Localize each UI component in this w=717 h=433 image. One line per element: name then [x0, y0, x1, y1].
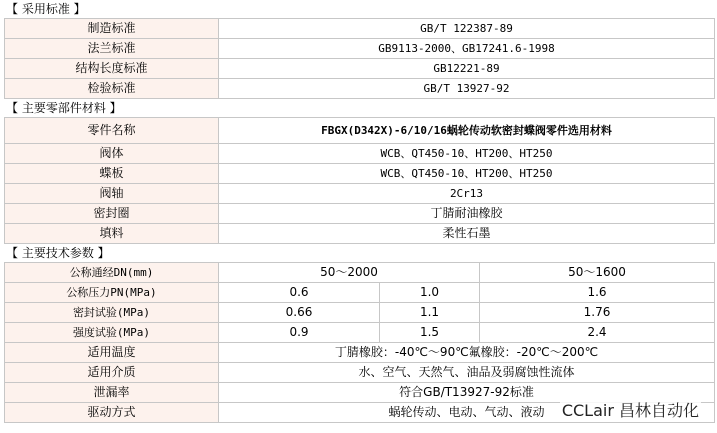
table-row [5, 323, 715, 343]
brand-watermark: CCLair 昌林自动化 [560, 398, 701, 421]
standard-label: 法兰标准 [5, 39, 219, 59]
seal-test-value: 1.1 [380, 303, 480, 323]
part-material: 柔性石墨 [219, 224, 715, 244]
leakage-label: 泄漏率 [5, 383, 219, 403]
table-header-row [5, 118, 715, 144]
part-label: 阀体 [5, 144, 219, 164]
pn-label: 公称压力PN(MPa) [5, 283, 219, 303]
table-row [5, 343, 715, 363]
seal-test-value: 1.76 [480, 303, 715, 323]
temp-label: 适用温度 [5, 343, 219, 363]
temp-value: 丁腈橡胶：-40℃～90℃氟橡胶：-20℃～200℃ [219, 343, 715, 363]
standards-section-title: 【 采用标准 】 [6, 2, 86, 16]
part-label: 填料 [5, 224, 219, 244]
standard-label: 结构长度标准 [5, 59, 219, 79]
part-material: 丁腈耐油橡胶 [219, 204, 715, 224]
standard-value: GB/T 122387-89 [219, 19, 715, 39]
materials-header-label: 零件名称 [5, 118, 219, 144]
pn-value: 1.6 [480, 283, 715, 303]
materials-table [4, 117, 715, 244]
table-row [5, 204, 715, 224]
dn-range-b: 50～1600 [480, 263, 715, 283]
table-row [5, 164, 715, 184]
part-material: 2Cr13 [219, 184, 715, 204]
standard-value: GB12221-89 [219, 59, 715, 79]
table-row [5, 263, 715, 283]
strength-test-value: 2.4 [480, 323, 715, 343]
standard-value: GB9113-2000、GB17241.6-1998 [219, 39, 715, 59]
strength-test-value: 1.5 [380, 323, 480, 343]
dn-label: 公称通经DN(mm) [5, 263, 219, 283]
table-row [5, 363, 715, 383]
standards-table [4, 18, 715, 99]
seal-test-label: 密封试验(MPa) [5, 303, 219, 323]
part-label: 阀轴 [5, 184, 219, 204]
drive-label: 驱动方式 [5, 403, 219, 423]
table-row [5, 224, 715, 244]
table-row [5, 303, 715, 323]
part-label: 密封圈 [5, 204, 219, 224]
standard-value: GB/T 13927-92 [219, 79, 715, 99]
part-label: 蝶板 [5, 164, 219, 184]
standard-label: 检验标准 [5, 79, 219, 99]
table-row [5, 79, 715, 99]
drive-value: 蜗轮传动、电动、气动、液动 [219, 403, 715, 423]
medium-label: 适用介质 [5, 363, 219, 383]
pn-value: 1.0 [380, 283, 480, 303]
pn-value: 0.6 [219, 283, 380, 303]
params-section-title: 【 主要技术参数 】 [6, 246, 110, 260]
table-row [5, 59, 715, 79]
medium-value: 水、空气、天然气、油品及弱腐蚀性流体 [219, 363, 715, 383]
table-row [5, 144, 715, 164]
table-row [5, 283, 715, 303]
seal-test-value: 0.66 [219, 303, 380, 323]
table-row [5, 39, 715, 59]
table-row [5, 19, 715, 39]
materials-section-title: 【 主要零部件材料 】 [6, 101, 122, 115]
part-material: WCB、QT450-10、HT200、HT250 [219, 164, 715, 184]
materials-header-value: FBGX(D342X)-6/10/16蜗轮传动软密封蝶阀零件选用材料 [219, 118, 715, 144]
table-row [5, 184, 715, 204]
dn-range-a: 50～2000 [219, 263, 480, 283]
strength-test-label: 强度试验(MPa) [5, 323, 219, 343]
part-material: WCB、QT450-10、HT200、HT250 [219, 144, 715, 164]
leakage-value: 符合GB/T13927-92标准 [219, 383, 715, 403]
standard-label: 制造标准 [5, 19, 219, 39]
strength-test-value: 0.9 [219, 323, 380, 343]
